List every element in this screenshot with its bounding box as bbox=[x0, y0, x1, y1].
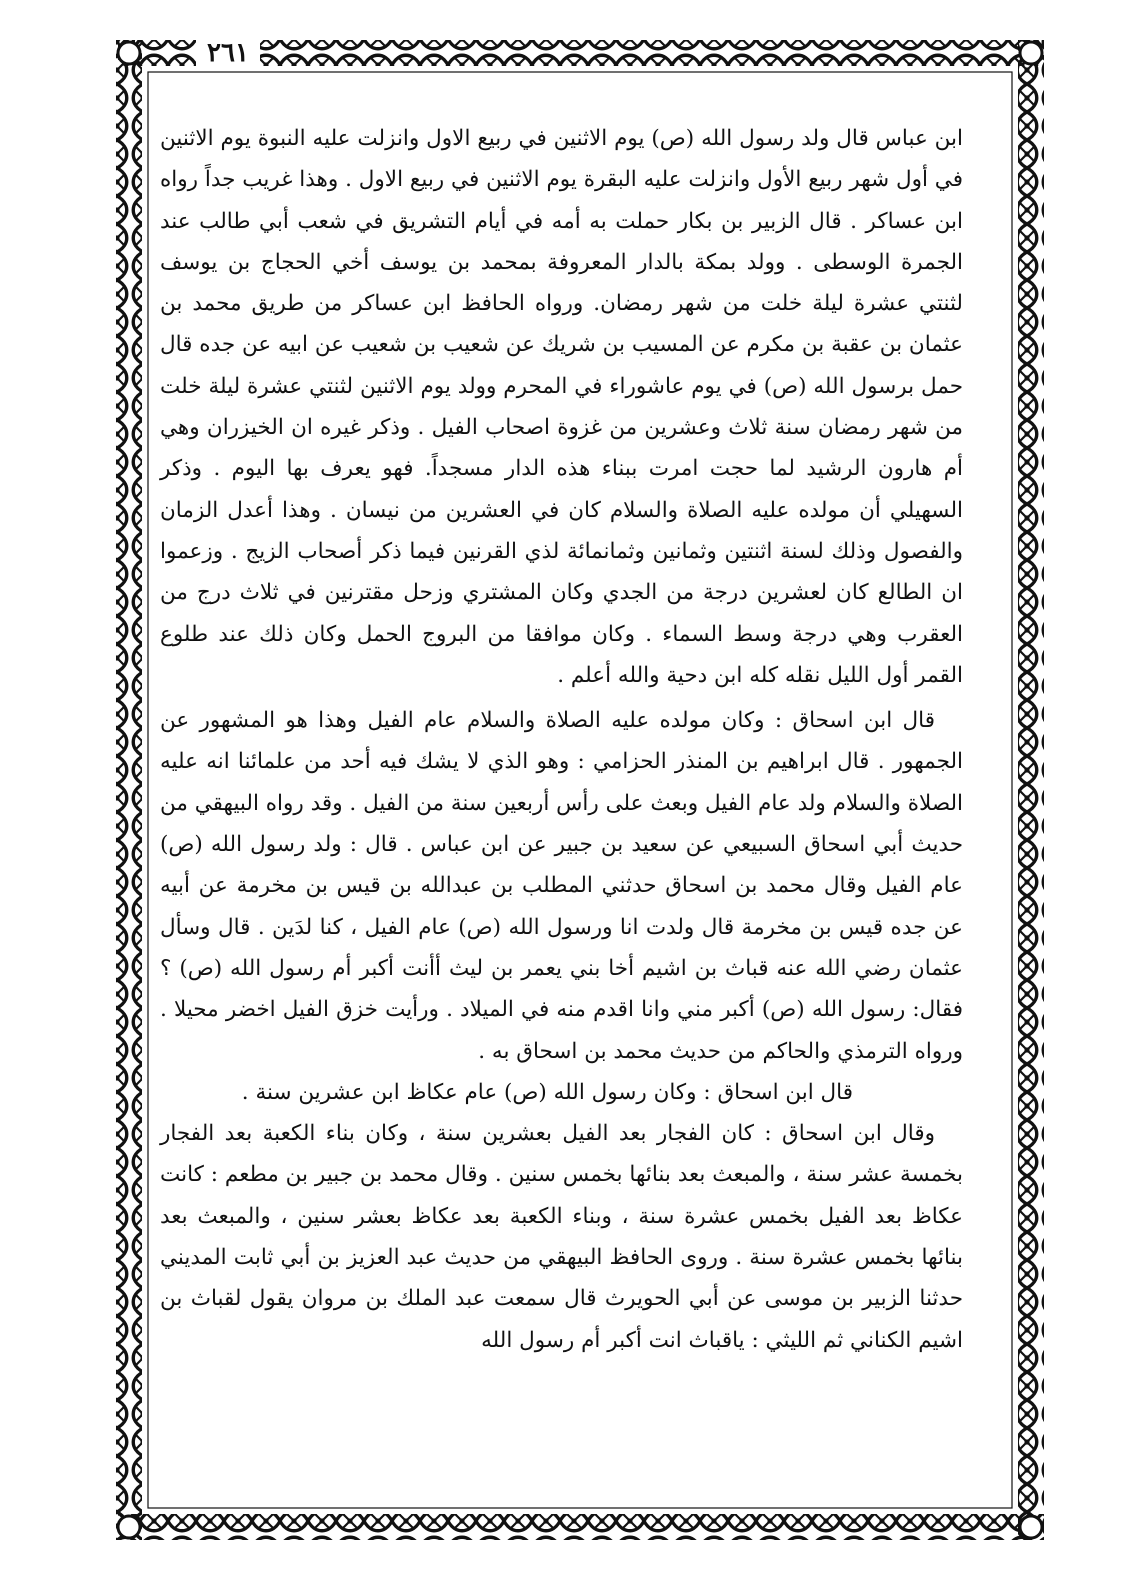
body-text bbox=[160, 118, 963, 1488]
paragraph-2: قال ابن اسحاق : وكان مولده عليه الصلاة والسلام عام الفيل وهذا هو المشهور عن الجمهور . قال ابراهيم بن المنذر الحزامي : وهو الذي لا يشك فيه أحد من علمائنا انه عليه الصلاة والسلام ولد عام الفيل وبعث على رأس أربعين سنة من الفيل . وقد رواه البيهقي من حديث أبي اسحاق السبيعي عن سعيد بن جبير عن ابن عباس . قال : ولد رسول الله (ص) عام الفيل وقال محمد بن اسحاق حدثني المطلب بن عبدالله بن قيس بن مخرمة عن أبيه عن جده قيس بن مخرمة قال ولدت انا ورسول الله (ص) عام الفيل ، كنا لدَين . قال وسأل عثمان رضي الله عنه قباث بن اشيم أخا بني يعمر بن ليث أأنت أكبر أم رسول الله (ص) ؟ فقال: رسول الله (ص) أكبر مني وانا اقدم منه في الميلاد . ورأيت خزق الفيل اخضر محيلا . ورواه الترمذي والحاكم من حديث محمد بن اسحاق به . bbox=[160, 708, 963, 1064]
paragraph-1: ابن عباس قال ولد رسول الله (ص) يوم الاثنين في ربيع الاول وانزلت عليه النبوة يوم الاثنين في أول شهر ربيع الأول وانزلت عليه البقرة يوم الاثنين في ربيع الاول . وهذا غريب جداً رواه ابن عساكر . قال الزبير بن بكار حملت به أمه في أيام التشريق في شعب أبي طالب عند الجمرة الوسطى . وولد بمكة بالدار المعروفة بمحمد بن يوسف أخي الحجاج بن يوسف لثنتي عشرة ليلة خلت من شهر رمضان. ورواه الحافظ ابن عساكر من طريق محمد بن عثمان بن عقبة بن مكرم عن المسيب بن شريك عن شعيب بن شعيب عن ابيه عن جده قال حمل برسول الله (ص) في يوم عاشوراء في المحرم وولد يوم الاثنين لثنتي عشرة ليلة خلت من شهر رمضان سنة ثلاث وعشرين من غزوة اصحاب الفيل . وذكر غيره ان الخيزران وهي أم هارون الرشيد لما حجت امرت ببناء هذه الدار مسجداً. فهو يعرف بها اليوم . وذكر السهيلي أن مولده عليه الصلاة والسلام كان في العشرين من نيسان . وهذا أعدل الزمان والفصول وذلك لسنة اثنتين وثمانين وثمانمائة لذي القرنين فيما ذكر أصحاب الزيج . وزعموا ان الطالع كان لعشرين درجة من الجدي وكان المشتري وزحل مقترنين في ثلاث درج من العقرب وهي درجة وسط السماء . وكان موافقا من البروج الحمل وكان ذلك عند طلوع القمر أول الليل نقله كله ابن دحية والله أعلم . bbox=[160, 126, 963, 688]
page-number: ٢٦١ bbox=[196, 37, 260, 69]
paragraph-3: قال ابن اسحاق : وكان رسول الله (ص) عام عكاظ ابن عشرين سنة . bbox=[241, 1079, 853, 1105]
paragraph-4: وقال ابن اسحاق : كان الفجار بعد الفيل بعشرين سنة ، وكان بناء الكعبة بعد الفجار بخمسة عشر سنة ، والمبعث بعد بنائها بخمس سنين . وقال محمد بن جبير بن مطعم : كانت عكاظ بعد الفيل بخمس عشرة سنة ، وبناء الكعبة بعد عكاظ بعشر سنين ، والمبعث بعد بنائها بخمس عشرة سنة . وروى الحافظ البيهقي من حديث عبد العزيز بن أبي ثابت المديني حدثنا الزبير بن موسى عن أبي الحويرث قال سمعت عبد الملك بن مروان يقول لقباث بن اشيم الكناني ثم الليثي : ياقباث انت أكبر أم رسول الله bbox=[160, 1121, 963, 1353]
